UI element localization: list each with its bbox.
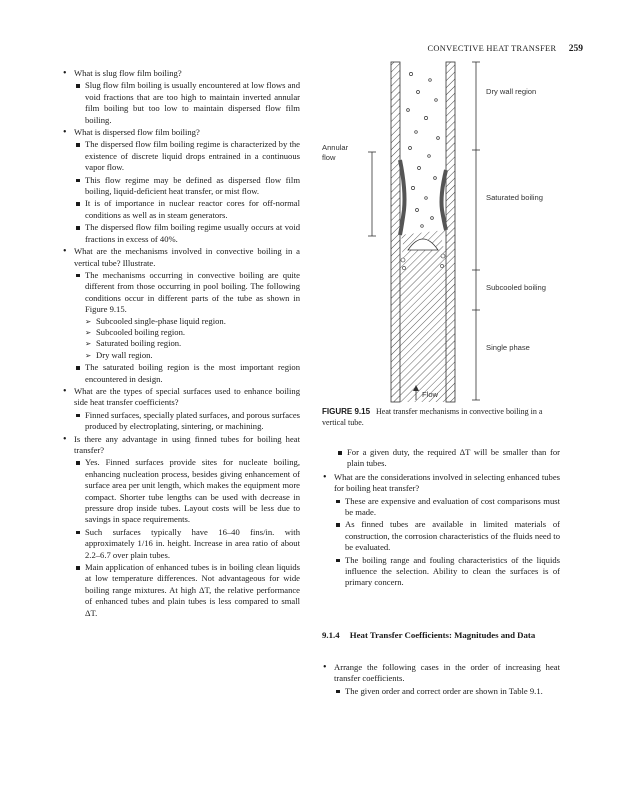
running-title: CONVECTIVE HEAT TRANSFER bbox=[427, 44, 557, 53]
running-header bbox=[428, 44, 583, 54]
right-column bbox=[322, 446, 560, 590]
figure-convective-boiling-tube bbox=[318, 60, 568, 412]
label-annular: Annular bbox=[322, 143, 349, 152]
left-column bbox=[62, 68, 300, 620]
question-arrange-cases: • Arrange the following cases in the order of increasing heat transfer coefficients. The given order and correct order are shown in Table 9.1. bbox=[322, 662, 560, 697]
section-title: Heat Transfer Coefficients: Magnitudes and Data bbox=[349, 630, 536, 640]
caption-label: FIGURE 9.15 bbox=[322, 407, 371, 416]
answer-bullet: The boiling range and fouling characteristics of the liquids influence the selection. Ability to clean the surfaces is of primary concern. bbox=[334, 555, 560, 589]
question-dispersed-flow: • What is dispersed flow film boiling? The dispersed flow film boiling regime is characterized by the existence of discrete liquid drops entrained in a continuous vapor flow. This flow regime may be defined as dispersed flow film boiling, liquid-deficient heat transfer, or mist flow. It is of importance in nuclear reactor cores for off-normal conditions as well as in steam generators. The dispersed flow film boiling regime usually occurs at void fractions in excess of 40%. bbox=[62, 127, 300, 245]
tube-wall-right bbox=[446, 62, 455, 402]
answer-bullet: Finned surfaces, specially plated surfaces, and porous surfaces produced by electroplating, sintering, or machining. bbox=[74, 410, 300, 433]
droplets bbox=[407, 72, 440, 227]
question-selecting-enhanced-tubes: • What are the considerations involved in selecting enhanced tubes for boiling heat transfer? These are expensive and evaluation of cost comparisons must be made. As finned tubes are available in limited materials of construction, the corrosion characteristics of the fluids need to be evaluated. The boiling range and fouling characteristics of the liquids influence the selection. Ability to clean the surfaces is of primary concern. bbox=[322, 472, 560, 589]
caption-text: Heat transfer mechanisms in convective boiling in a vertical tube. bbox=[322, 407, 543, 427]
label-saturated-boiling: Saturated boiling bbox=[486, 193, 543, 202]
region-item: ➢ Subcooled single-phase liquid region. bbox=[85, 316, 300, 327]
answer-bullet: For a given duty, the required ΔT will be smaller than for plain tubes. bbox=[336, 447, 560, 470]
page-number: 259 bbox=[568, 44, 583, 54]
question-slug-flow: • What is slug flow film boiling? Slug flow film boiling is usually encountered at low flows and void fractions that are too high to maintain inverted annular film boiling but too low to maintain dispersed flow film boiling. bbox=[62, 68, 300, 126]
section-heading bbox=[322, 629, 562, 641]
label-annular-flow: flow bbox=[322, 153, 336, 162]
answer-bullet: The dispersed flow film boiling regime usually occurs at void fractions in excess of 40%. bbox=[74, 222, 300, 245]
subcooled-boiling-core bbox=[400, 230, 446, 272]
question-special-surfaces: • What are the types of special surfaces used to enhance boiling side heat transfer coefficients? Finned surfaces, specially plated surfaces, and porous surfaces produced by electroplating, sintering, or machining. bbox=[62, 386, 300, 433]
answer-bullet: Yes. Finned surfaces provide sites for nucleate boiling, enhancing nucleation process, besides giving enhancement of surface area per unit length, which makes the equipment more compact. Shorter tube lengths can be used with decrease in pressure drop inside tubes. Layout costs will be less due to savings in space requirements. bbox=[74, 457, 300, 525]
question-mechanisms: • What are the mechanisms involved in convective boiling in a vertical tube? Illustrate. The mechanisms occurring in convective boiling are quite different from those occurring in pool boiling. The following conditions occur in different parts of the tube as shown in Figure 9.15. ➢ Subcooled single-phase liquid region. ➢ Subcooled boiling region. ➢ Saturated boiling region. ➢ Dry wall region. The saturated boiling region is the most important region encountered in design. bbox=[62, 246, 300, 385]
answer-bullet: As finned tubes are available in limited materials of construction, the corrosion characteristics of the fluids need to be evaluated. bbox=[334, 519, 560, 553]
answer-bullet: The saturated boiling region is the most important region encountered in design. bbox=[74, 362, 300, 385]
label-dry-wall: Dry wall region bbox=[486, 87, 537, 96]
annular-film-right bbox=[442, 170, 447, 230]
question-finned-tubes: • Is there any advantage in using finned tubes for boiling heat transfer? Yes. Finned surfaces provide sites for nucleate boiling, enhancing nucleation process, besides giving enhancement of surface area per unit length, which makes the equipment more compact. Shorter tube lengths can be used with decrease in pressure drop inside tubes. Layout costs will be less due to savings in space requirements. Such surfaces typically have 16–40 fins/in. with approximately 1/16 in. height. Increase in area ratio of about 2.2–6.7 over plain tubes. Main application of enhanced tubes is in boiling clean liquids at low temperature differences. Not advantageous for wide boiling range mixtures. At high ΔT, the relative performance of enhanced tubes and plain tubes is less compared to small ΔT. bbox=[62, 434, 300, 620]
answer-bullet: Main application of enhanced tubes is in boiling clean liquids at low temperature differences. Not advantageous for wide boiling range mixtures. At high ΔT, the relative performance of enhanced tubes and plain tubes is less compared to small ΔT. bbox=[74, 562, 300, 619]
region-dimension-lines bbox=[472, 62, 480, 400]
label-single-phase: Single phase bbox=[486, 343, 530, 352]
section-number: 9.1.4 bbox=[322, 630, 340, 640]
answer-bullet: It is of importance in nuclear reactor cores for off-normal conditions as well as in steam generators. bbox=[74, 198, 300, 221]
region-item: ➢ Subcooled boiling region. bbox=[85, 327, 300, 338]
answer-bullet: Such surfaces typically have 16–40 fins/in. with approximately 1/16 in. height. Increase in area ratio of about 2.2–6.7 over plain tubes. bbox=[74, 527, 300, 561]
label-flow: Flow bbox=[422, 390, 439, 399]
annular-film-left bbox=[400, 160, 405, 235]
label-subcooled-boiling: Subcooled boiling bbox=[486, 283, 546, 292]
answer-bullet: The dispersed flow film boiling regime is characterized by the existence of discrete liquid drops entrained in a continuous vapor flow. bbox=[74, 139, 300, 173]
answer-bullet: These are expensive and evaluation of cost comparisons must be made. bbox=[334, 496, 560, 519]
answer-bullet: Slug flow film boiling is usually encountered at low flows and void fractions that are too high to maintain inverted annular film boiling but too low to maintain dispersed flow film boiling. bbox=[74, 80, 300, 126]
single-phase-liquid bbox=[400, 272, 446, 402]
answer-bullet: This flow regime may be defined as dispersed flow film boiling, liquid-deficient heat transfer, or mist flow. bbox=[74, 175, 300, 198]
section-body bbox=[322, 662, 560, 698]
region-item: ➢ Saturated boiling region. bbox=[85, 338, 300, 349]
answer-bullet: The given order and correct order are shown in Table 9.1. bbox=[334, 686, 560, 697]
answer-bullet: The mechanisms occurring in convective boiling are quite different from those occurring in pool boiling. The following conditions occur in different parts of the tube as shown in Figure 9.15. ➢ Subcooled single-phase liquid region. ➢ Subcooled boiling region. ➢ Saturated boiling region. ➢ Dry wall region. bbox=[74, 270, 300, 361]
figure-caption bbox=[322, 407, 562, 428]
region-item: ➢ Dry wall region. bbox=[85, 350, 300, 361]
